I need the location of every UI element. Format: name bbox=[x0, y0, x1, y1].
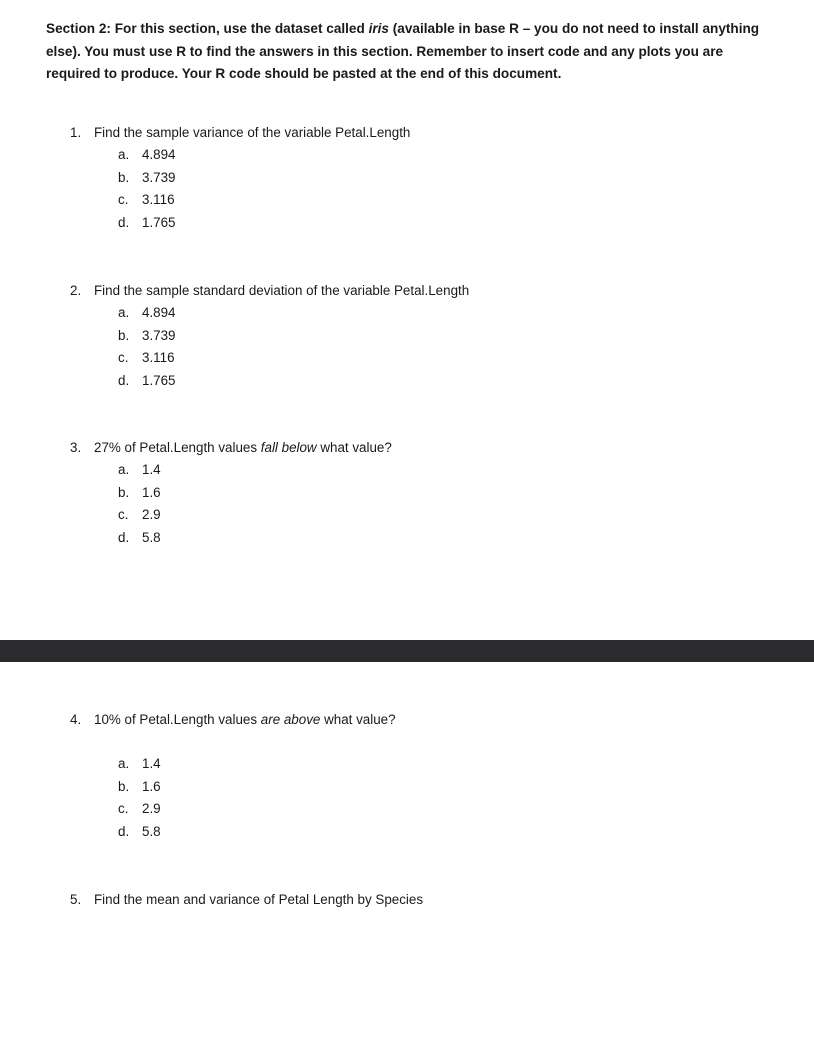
question-number: 1. bbox=[70, 125, 82, 140]
question-number: 3. bbox=[70, 440, 82, 455]
question-text-end: what value? bbox=[324, 712, 396, 727]
option-value: 3.116 bbox=[142, 350, 175, 365]
option-letter: a. bbox=[118, 305, 130, 320]
question-4 bbox=[70, 709, 396, 843]
page-divider bbox=[0, 640, 814, 662]
option-letter: c. bbox=[118, 507, 129, 522]
section-intro bbox=[46, 18, 776, 86]
question-text-start: 27% of Petal.Length values bbox=[94, 440, 258, 455]
dataset-name: iris bbox=[368, 21, 389, 36]
intro-text-1: For this section, use the dataset called bbox=[114, 21, 365, 36]
option-letter: b. bbox=[118, 778, 130, 794]
question-text: Find the sample variance of the variable Petal.Length bbox=[94, 125, 411, 140]
option-value: 3.116 bbox=[142, 192, 175, 207]
option-value: 1.4 bbox=[142, 756, 161, 771]
option-letter: b. bbox=[118, 327, 130, 343]
question-text bbox=[94, 709, 396, 731]
option-letter: a. bbox=[118, 147, 130, 162]
section-label: Section 2: bbox=[46, 21, 111, 36]
question-2 bbox=[70, 280, 470, 392]
option-letter: d. bbox=[118, 529, 130, 545]
option-value: 2.9 bbox=[142, 801, 161, 816]
question-text: Find the sample standard deviation of the variable Petal.Length bbox=[94, 283, 470, 298]
option-value: 1.765 bbox=[142, 214, 176, 230]
option-value: 1.6 bbox=[142, 778, 161, 794]
option-letter: c. bbox=[118, 350, 129, 365]
question-text-end: what value? bbox=[320, 440, 392, 455]
question-emphasis: are above bbox=[260, 712, 321, 727]
option-letter: b. bbox=[118, 484, 130, 500]
option-value: 1.6 bbox=[142, 484, 161, 500]
option-letter: d. bbox=[118, 823, 130, 839]
option-value: 4.894 bbox=[142, 147, 176, 162]
question-text-start: 10% of Petal.Length values bbox=[94, 712, 258, 727]
option-letter: d. bbox=[118, 214, 130, 230]
option-letter: a. bbox=[118, 462, 130, 477]
option-value: 1.4 bbox=[142, 462, 161, 477]
question-1 bbox=[70, 122, 411, 234]
question-text: Find the mean and variance of Petal Length by Species bbox=[94, 892, 424, 907]
intro-text-2: (available in base R – you do not need to install anything else). You must use R to find the answers in this section. Remember to insert code and any plots you are required to produce. Your R code should be pasted at the end of this document. bbox=[46, 21, 760, 81]
option-letter: a. bbox=[118, 756, 130, 771]
question-number: 4. bbox=[70, 712, 82, 727]
option-letter: c. bbox=[118, 801, 129, 816]
option-letter: b. bbox=[118, 169, 130, 185]
question-text bbox=[94, 437, 392, 459]
option-value: 5.8 bbox=[142, 823, 161, 839]
question-number: 2. bbox=[70, 283, 82, 298]
option-value: 1.765 bbox=[142, 372, 176, 388]
option-value: 4.894 bbox=[142, 305, 176, 320]
option-letter: c. bbox=[118, 192, 129, 207]
option-letter: d. bbox=[118, 372, 130, 388]
option-value: 5.8 bbox=[142, 529, 161, 545]
question-number: 5. bbox=[70, 892, 82, 907]
question-emphasis: fall below bbox=[260, 440, 317, 455]
option-value: 3.739 bbox=[142, 327, 176, 343]
option-value: 2.9 bbox=[142, 507, 161, 522]
question-3 bbox=[70, 437, 392, 549]
option-value: 3.739 bbox=[142, 169, 176, 185]
